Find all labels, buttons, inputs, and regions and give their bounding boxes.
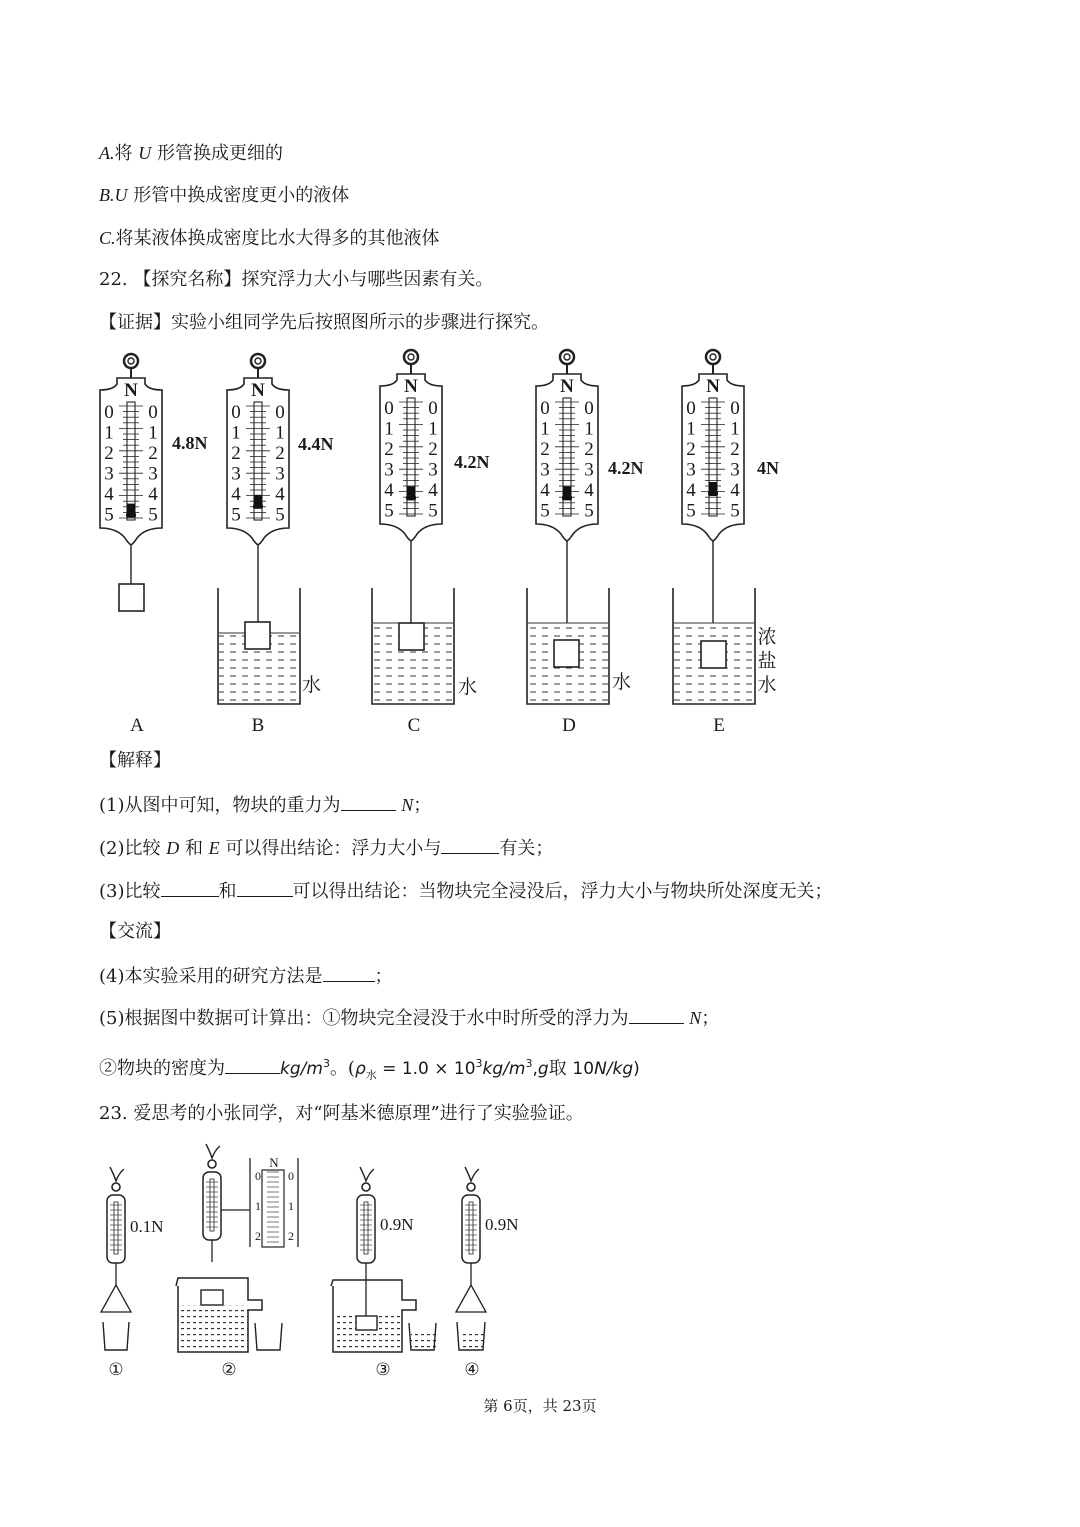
scale-mark: 3 bbox=[275, 463, 285, 485]
panel-label: D bbox=[562, 715, 576, 736]
answer-blank[interactable] bbox=[441, 835, 499, 854]
liquid-fill bbox=[411, 1333, 436, 1350]
liquid-label: 水 bbox=[612, 672, 632, 693]
hook-icon bbox=[706, 350, 720, 364]
scale-mark: 0 bbox=[148, 402, 158, 423]
scale-mark: 2 bbox=[428, 439, 438, 460]
panel-label: ① bbox=[108, 1360, 124, 1379]
scale-unit-label: N bbox=[251, 380, 265, 401]
q22-part-5: (5)根据图中数据可计算出：①物块完全浸没于水中时所受的浮力为 N； bbox=[99, 1005, 719, 1031]
scale-mark: 5 bbox=[104, 504, 114, 526]
scale-reading: 0.9N bbox=[380, 1215, 414, 1234]
scale-mark: 5 bbox=[275, 504, 285, 526]
q23-panel-4 bbox=[456, 1167, 519, 1379]
scale-mark: 4 bbox=[104, 484, 114, 505]
scale-reading: 0.1N bbox=[130, 1217, 164, 1236]
scale-mark: 3 bbox=[231, 463, 241, 485]
q23-figure bbox=[0, 1140, 1080, 1385]
block-icon bbox=[119, 584, 144, 611]
scale-mark: 0 bbox=[255, 1169, 261, 1183]
scale-mark: 4 bbox=[231, 484, 241, 505]
scale-mark: 5 bbox=[148, 504, 158, 526]
scale-mark: 0 bbox=[104, 402, 114, 423]
scale-mark: 3 bbox=[428, 459, 438, 481]
scale-mark: 1 bbox=[104, 422, 114, 444]
hand-icon bbox=[465, 1167, 479, 1181]
q22-title: 22. 【探究名称】探究浮力大小与哪些因素有关。 bbox=[99, 269, 494, 290]
scale-mark: 0 bbox=[384, 398, 394, 419]
scale-mark: 0 bbox=[730, 398, 740, 419]
hook-icon bbox=[124, 354, 138, 368]
hook-icon bbox=[404, 350, 418, 364]
answer-blank[interactable] bbox=[323, 963, 375, 982]
scale-reading: 4.8N bbox=[172, 433, 208, 453]
scale-mark: 3 bbox=[730, 459, 740, 481]
scale-mark: 1 bbox=[540, 418, 550, 440]
scale-mark: 4 bbox=[730, 480, 740, 501]
scale-mark: 1 bbox=[148, 422, 158, 444]
liquid-label: 水 bbox=[458, 677, 478, 698]
scale-mark: 1 bbox=[730, 418, 740, 440]
scale-mark: 2 bbox=[275, 443, 285, 464]
scale-mark: 1 bbox=[686, 418, 696, 440]
scale-mark: 5 bbox=[686, 500, 696, 522]
q22-figure-panels bbox=[0, 340, 1080, 740]
panel-label: E bbox=[713, 715, 725, 736]
hanger-icon bbox=[456, 1285, 486, 1312]
scale-mark: 0 bbox=[275, 402, 285, 423]
liquid-label: 盐 bbox=[757, 651, 777, 672]
hand-icon bbox=[206, 1144, 220, 1158]
explain-heading: 【解释】 bbox=[99, 750, 171, 771]
page-footer: 第 6页，共 23页 bbox=[483, 1397, 597, 1415]
q22-evidence: 【证据】实验小组同学先后按照图所示的步骤进行探究。 bbox=[99, 312, 549, 333]
scale-unit-label: N bbox=[124, 380, 138, 401]
q22-panel-e bbox=[673, 350, 779, 736]
answer-blank[interactable] bbox=[629, 1005, 684, 1024]
scale-unit-label: N bbox=[560, 376, 574, 397]
option-c: C.将某液体换成密度比水大得多的其他液体 bbox=[99, 228, 440, 249]
q22-panel-b bbox=[218, 354, 334, 736]
liquid-fill bbox=[460, 1333, 484, 1350]
q22-part-2: (2)比较 D 和 E 可以得出结论：浮力大小与 有关； bbox=[99, 835, 553, 861]
q23-panel-2 bbox=[176, 1144, 298, 1379]
scale-mark: 3 bbox=[686, 459, 696, 481]
scale-mark: 2 bbox=[584, 439, 594, 460]
exchange-heading: 【交流】 bbox=[99, 921, 171, 942]
scale-mark: 0 bbox=[231, 402, 241, 423]
panel-label: A bbox=[130, 715, 144, 736]
scale-mark: 3 bbox=[540, 459, 550, 481]
scale-mark: 1 bbox=[275, 422, 285, 444]
small-cup-icon bbox=[255, 1323, 282, 1350]
q22-panel-a bbox=[100, 354, 208, 736]
scale-mark: 2 bbox=[540, 439, 550, 460]
scale-mark: 0 bbox=[428, 398, 438, 419]
scale-mark: 5 bbox=[584, 500, 594, 522]
scale-reading: 4.4N bbox=[298, 434, 334, 454]
scale-mark: 2 bbox=[231, 443, 241, 464]
scale-mark: 2 bbox=[686, 439, 696, 460]
panel-label: B bbox=[251, 715, 265, 736]
hand-icon bbox=[360, 1167, 374, 1181]
scale-unit-label: N bbox=[706, 376, 720, 397]
scale-reading: 0.9N bbox=[485, 1215, 519, 1234]
scale-mark: 0 bbox=[288, 1169, 294, 1183]
block-icon bbox=[245, 622, 270, 649]
liquid-label: 浓 bbox=[757, 627, 777, 648]
scale-mark: 2 bbox=[104, 443, 114, 464]
scale-mark: 4 bbox=[584, 480, 594, 501]
scale-mark: 3 bbox=[384, 459, 394, 481]
q22-panel-c bbox=[372, 350, 490, 736]
scale-mark: 4 bbox=[428, 480, 438, 501]
hook-icon bbox=[112, 1183, 120, 1191]
scale-mark: 3 bbox=[148, 463, 158, 485]
scale-mark: 1 bbox=[584, 418, 594, 440]
zoomed-scale bbox=[262, 1170, 284, 1247]
liquid-label: 水 bbox=[302, 675, 322, 696]
hook-icon bbox=[467, 1183, 475, 1191]
scale-mark: 2 bbox=[384, 439, 394, 460]
answer-blank[interactable] bbox=[341, 792, 396, 811]
q22-part-1: (1)从图中可知，物块的重力为 N； bbox=[99, 792, 431, 818]
block-icon bbox=[399, 623, 424, 650]
block-icon bbox=[356, 1316, 377, 1330]
panel-label: ③ bbox=[375, 1360, 391, 1379]
hook-icon bbox=[560, 350, 574, 364]
q23-panel-3 bbox=[331, 1167, 436, 1379]
scale-mark: 5 bbox=[428, 500, 438, 522]
scale-mark: 1 bbox=[384, 418, 394, 440]
panel-label: ② bbox=[221, 1360, 237, 1379]
panel-label: ④ bbox=[464, 1360, 480, 1379]
scale-mark: 3 bbox=[104, 463, 114, 485]
hook-icon bbox=[208, 1160, 216, 1168]
block-icon bbox=[554, 640, 579, 667]
scale-mark: 2 bbox=[148, 443, 158, 464]
scale-mark: 4 bbox=[686, 480, 696, 501]
q23-title: 23. 爱思考的小张同学，对“阿基米德原理”进行了实验验证。 bbox=[99, 1103, 584, 1124]
panel-label: C bbox=[407, 715, 421, 736]
scale-mark: 1 bbox=[255, 1199, 261, 1213]
answer-blank[interactable] bbox=[237, 878, 293, 897]
scale-mark: 1 bbox=[288, 1199, 294, 1213]
answer-blank[interactable] bbox=[225, 1055, 280, 1074]
scale-mark: 4 bbox=[540, 480, 550, 501]
scale-reading: 4N bbox=[757, 458, 779, 478]
scale-mark: 4 bbox=[148, 484, 158, 505]
hand-icon bbox=[110, 1167, 124, 1181]
option-a: A.将 U 形管换成更细的 bbox=[99, 143, 283, 164]
option-b: B.U 形管中换成密度更小的液体 bbox=[99, 185, 350, 206]
q23-panel-1 bbox=[101, 1167, 164, 1379]
block-icon bbox=[701, 641, 726, 668]
scale-mark: 1 bbox=[231, 422, 241, 444]
scale-mark: 5 bbox=[730, 500, 740, 522]
scale-reading: 4.2N bbox=[454, 452, 490, 472]
scale-mark: 3 bbox=[584, 459, 594, 481]
hanger-icon bbox=[101, 1285, 131, 1312]
liquid-fill bbox=[178, 1305, 248, 1350]
answer-blank[interactable] bbox=[161, 878, 219, 897]
scale-mark: 0 bbox=[686, 398, 696, 419]
q22-panel-d bbox=[527, 350, 644, 736]
scale-mark: 4 bbox=[384, 480, 394, 501]
hook-icon bbox=[362, 1183, 370, 1191]
scale-unit-label: N bbox=[269, 1155, 279, 1170]
small-cup-icon bbox=[103, 1322, 129, 1350]
liquid-label: 水 bbox=[757, 675, 777, 696]
scale-mark: 5 bbox=[231, 504, 241, 526]
scale-mark: 0 bbox=[540, 398, 550, 419]
scale-mark: 0 bbox=[584, 398, 594, 419]
hook-icon bbox=[251, 354, 265, 368]
scale-mark: 5 bbox=[384, 500, 394, 522]
scale-mark: 2 bbox=[255, 1229, 261, 1243]
q22-part-6: ②物块的密度为 $kg/m^3$。($\rho_水 = 1.0 \times 10^3kg/m^3,g$取 10N/kg) bbox=[99, 1057, 640, 1082]
scale-mark: 5 bbox=[540, 500, 550, 522]
scale-mark: 4 bbox=[275, 484, 285, 505]
block-icon bbox=[201, 1290, 223, 1305]
scale-mark: 1 bbox=[428, 418, 438, 440]
q22-part-3: (3)比较 和 可以得出结论：当物块完全浸没后，浮力大小与物块所处深度无关； bbox=[99, 878, 833, 904]
scale-unit-label: N bbox=[404, 376, 418, 397]
scale-mark: 2 bbox=[730, 439, 740, 460]
scale-mark: 2 bbox=[288, 1229, 294, 1243]
scale-reading: 4.2N bbox=[608, 458, 644, 478]
q22-part-4: (4)本实验采用的研究方法是 ； bbox=[99, 963, 393, 989]
